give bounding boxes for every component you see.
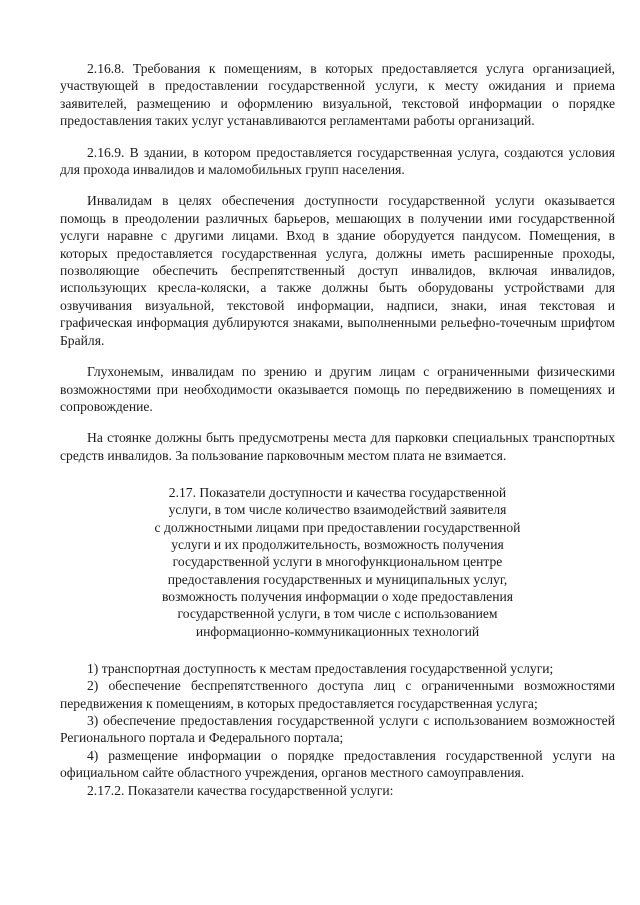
heading-line: информационно-коммуникационных технологий [195, 623, 480, 639]
heading-line: услуги и их продолжительность, возможность получения [171, 537, 504, 553]
heading-line: услуги, в том числе количество взаимодействий заявителя [168, 502, 507, 518]
list-item: 2) обеспечение беспрепятственного доступа лиц с ограниченными возможностями передвижения к помещениям, в которых предоставляется государственная услуга; [60, 678, 615, 711]
heading-line: предоставления государственных и муниципальных услуг, [167, 571, 508, 587]
paragraph-2-16-9: 2.16.9. В здании, в котором предоставляется государственная услуга, создаются условия для прохода инвалидов и маломобильных групп населения. [60, 144, 615, 178]
heading-line: государственной услуги в многофункциональном центре [172, 554, 503, 570]
paragraph-deaf-assistance: Глухонемым, инвалидам по зрению и другим лицам с ограниченными физическими возможностями при необходимости оказывается помощь по передвижению в помещениях и сопровождение. [60, 364, 615, 414]
document-page [60, 60, 615, 799]
paragraph-2-16-8: 2.16.8. Требования к помещениям, в которых предоставляется услуга организацией, участвующей в предоставлении государственной услуги, к месту ожидания и приема заявителей, размещению и оформлению визуальной, текстовой информации о порядке предоставления таких услуг устанавливаются регламентами работы организаций. [60, 61, 615, 129]
paragraph-disabled-access: Инвалидам в целях обеспечения доступности государственной услуги оказывается помощь в преодолении различных барьеров, мешающих в получении ими государственной услуги наравне с другими лицами. Вход в здание оборудуется пандусом. Помещения, в которых предоставляется государственная услуга, должны иметь расширенные проходы, позволяющие обеспечить беспрепятственный доступ инвалидов, включая инвалидов, использующих кресла-коляски, а также должны быть оборудованы устройствами для озвучивания визуальной, текстовой информации, надписи, знаки, иная текстовая и графическая информация дублируются знаками, выполненными рельефно-точечным шрифтом Брайля. [60, 193, 615, 348]
heading-line: 2.17. Показатели доступности и качества государственной [168, 485, 507, 501]
heading-line: с должностными лицами при предоставлении государственной [154, 519, 521, 535]
list-item: 3) обеспечение предоставления государственной услуги с использованием возможностей Регионального портала и Федерального портала; [60, 713, 615, 746]
indicator-list [60, 660, 615, 799]
section-heading-2-17 [60, 484, 615, 640]
paragraph-2-17-2: 2.17.2. Показатели качества государственной услуги: [87, 782, 394, 798]
heading-line: государственной услуги, в том числе с использованием [177, 606, 498, 622]
paragraph-parking: На стоянке должны быть предусмотрены места для парковки специальных транспортных средств инвалидов. За пользование парковочным местом плата не взимается. [60, 430, 615, 463]
list-item: 1) транспортная доступность к местам предоставления государственной услуги; [87, 660, 554, 676]
heading-line: возможность получения информации о ходе предоставления [161, 588, 514, 604]
list-item: 4) размещение информации о порядке предоставления государственной услуги на официальном сайте областного учреждения, органов местного самоуправления. [60, 747, 615, 781]
